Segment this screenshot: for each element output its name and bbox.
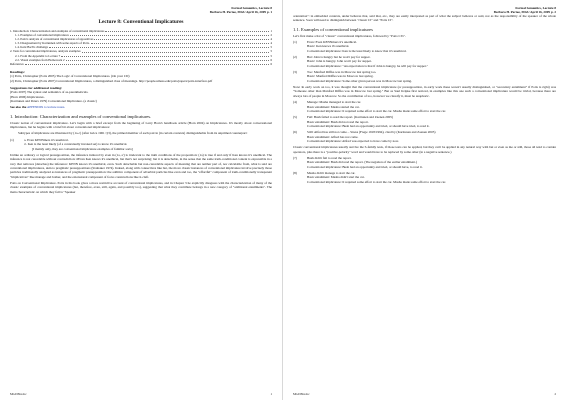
example [293,70,556,83]
example-line: Basic entailment: Alfred has not come. [307,134,359,139]
toc-entry[interactable]: 1. Introduction: Characterization and examples of conventional implicatures 1 [10,29,272,33]
example-line: Basic entailment: Bush did read the report. (The negation of the earlier entailment.) [307,160,418,165]
example-number: (8) [293,170,297,175]
footer-filename: MGU094.doc [293,392,310,396]
paragraph: Let's first make a list of "classic" conventional implicatures, followed by "Potts CI's". [293,33,406,38]
toc-entry[interactable]: References 6 [10,61,272,66]
example-line: a'. Ken is the least likely (of a contextually invoked set) to know it's unethical. [24,142,128,147]
suggestion-item: (Horn 2006) Implicatures. [10,94,45,99]
example-line: Basic: John is hungry. John won't pay for supper. [307,59,372,64]
example-number: (1) [10,137,14,142]
toc-entry[interactable]: 1.4. Kent Bach's challenge 5 [15,45,272,50]
example-line: Conventional implicature: It required some effort to start the car. Masha made some effort to start the car. [307,108,446,113]
example-line: Conventional implicature: "An expectation is that if John is hungry, he will pay for supper." [307,63,428,68]
example-number: (3) [293,70,297,75]
toc-entry[interactable]: 1.1. Examples of conventional implicatures 2 [15,33,272,38]
running-head-author: Barbara H. Partee, MGU April 16, 2009 p. 2 [493,10,556,14]
see-also [10,105,272,109]
toc-entry[interactable]: 2. Tests for conventional implicatures, analysis examples 5 [10,49,272,54]
example [293,55,556,68]
running-head-course: Formal Semantics, Lecture 8 [231,6,272,10]
example-number: (4) [293,100,297,105]
appendix-link[interactable]: APPENDIX to lecture notes. [26,105,66,110]
toc-entry[interactable]: 2.2. Visual examples from Homework 2 6 [15,57,272,62]
example [293,115,556,128]
example-line: Conventional implicature: Bush had an opportunity and tried, or should have, to read it. [307,164,423,169]
example-number: (5) [293,115,297,120]
example-number: (7) [293,155,297,160]
example-number: (1) [293,40,297,45]
toc-entry[interactable]: 1.3. Disagreement by Kartunnen with some aspects of Potts. 4 [15,41,272,46]
suggestion-item: (Potts 2007) The syntax and semantics of as-parentheticals. [10,90,89,95]
footer-page-number: 2 [554,392,556,396]
page-footer [293,392,556,396]
example-number: (6) [293,130,297,135]
example-line: Basic entailment: Masha started the car. [307,104,360,109]
example-line: But: John is hungry but he won't pay for supper. [307,55,371,60]
suggestions-list [10,90,272,103]
running-head-author: Barbara H. Partee, MGU April 16, 2009 p. 1 [209,10,272,14]
readings-heading: Readings: [10,69,25,74]
running-head-course: Formal Semantics, Lecture 8 [515,6,556,10]
toc-entry[interactable]: 1.2. Potts's analysis of conventional implicatures of appositives 4 [15,37,272,42]
example-line: Basic: Ken knows it's unethical. [307,44,350,49]
running-head [293,6,556,14]
example [293,40,556,53]
example-line: Conventional implicature: Alfred was expected to have come by now. [307,138,399,143]
paragraph: Classic conventional implicatures usually survive the S-family tests, if those tests can be applied, but they can't be applied in any natural way with but or even as me or still, those all tend to contain operators, plus there is a "positive-polarity" word and would have to be replaced by some other (in a negative sentence.) [293,145,556,154]
example [293,100,556,113]
section-title: 1.1. Examples of conventional implicatures [293,26,373,32]
example-line: Conventional implicature: It required some effort to start the car. Masha made some effort to start the car. [307,179,446,184]
see-also-prefix: See also the [10,105,27,110]
paragraph: Subtypes of implicature are illustrated by (1a-c) (after Grice 1961: §3), the primed member of each pair in (in certain contexts) distinguishable from its unprimed counterpart: [18,131,248,136]
example-line: Manage: Masha managed to start the car. [307,100,362,105]
lecture-title: Lecture 8: Conventional Implicatures [98,19,184,25]
example-line: Bush didn't fail to read the report. [307,155,352,160]
table-of-contents [10,29,272,66]
example-line: Still: Alfred has still not come. - Stress (Frege 1918/1994), cited by (Karttunen and Zaenen 2005) [307,130,436,135]
example [293,130,556,143]
example-line: Conventional implicature: Bush had an opportunity and tried, or should have tried, to read it. [307,123,430,128]
running-head [10,6,272,14]
page-2 [283,0,566,400]
example-line: Conventional implicature: Ken is the least likely to know that it's unethical. [307,48,407,53]
suggestion-item: (Karttunen and Peters 1979) Conventional Implicature. (a classic) [10,99,97,104]
example-line: a. Even KENNmers it's unethical. [24,137,69,142]
page-footer [10,392,272,396]
footer-page-number: 1 [270,392,272,396]
paragraph: Unlike an ordinary or logical presupposition, the inference induced by even in (1a, a') is irrelevant to the truth conditions of the proposition: (1a) is true if and only if Ken knows it's unethical. The inference is not cancelable without contradiction: #Even Ken knows it's unethical, but that's not surprising; but it is detachable, in the sense that the same truth-conditional content is expressible in a very that removes (detaches) the inference: KENN knows it's unethical, even. Such detachable but non-cancelable aspects of meaning that are neither part of, nor calculable from, what is said are conventional implicatures, akin to pragmatic presuppositions (Stalnaker 1974). Indeed, along with connectives like but, the move classic instances of conventional implicature involve precisely those particles traditionally analyzed as instances of pragmatic presupposition: the additive component of adverbial particles like even and too, the "effortful" component of truth-conditionally transparent "implicatives" like manage and bother, and the extensional component of focus constructions like it-cleft. [10,152,272,179]
footer-filename: MGU094.doc [10,392,27,396]
paragraph: orientation": in embedded contexts, under believes that, said that, etc., they are easily interpreted as part of what the subject believes or said, not as the responsibility of the speaker of the whole sentence. Soon will need to distinguish between "classic CI" and "Potts CI". [293,14,556,23]
suggestions-heading: Suggestions for additional reading: [10,85,63,90]
paragraph: Classic notion of conventional implicature. Let's begin with a brief excerpt from the beginning of Larry Horn's handbook article (Horn 2004) on Implicatures. It's mostly about conversational implicatures, but he begins with a brief bit about conventional implicatures: [10,120,272,130]
example [293,156,556,169]
example-line: Fail: Bush failed to read the report. (Karttunen and Zaenen 2005) [307,115,393,120]
reading-item: (1) Potts, Christopher (Potts 2005) The Logic of Conventional Implicatures. (On your CD) [10,74,130,79]
example [293,171,556,184]
example-line: Basic: Manfred Riffka was in Moscow last spring. [307,74,374,79]
example-line: [I mainly only, they are conventional implicature examples of familiar sorts] [32,146,133,151]
example-number: (2) [293,55,297,60]
paragraph: Potts on Conventional Implicature. Potts in his book gives a more restrictive account of conventional implicatures, and in Chapter 3 he explicitly disagrees with the characterization of many of the classic examples of conventional implicatures (but, therefore, even, still, again, and possibly too), suggesting that what they contribute belongs in a new category of "additional entailments". The main characteristic on which they fail is "Speaker [10,180,272,194]
example-line: Basic entailment: Masha didn't start the car. [307,175,365,180]
example-line: Conventional implicature: Some other given person was in Moscow last spring. [307,78,413,83]
readings-list [10,74,272,83]
reading-item[interactable]: (2) Potts, Christopher (Potts 2007) Conventional Implicatures, a distinguished class of meanings. http://people.umass.edu/potts/papers/potts-interface.pdf [10,78,213,83]
example-line: Basic entailment: Bush did not read the report. [307,119,369,124]
example-line: Even: Even KENNmers it's unethical. [307,40,357,45]
toc-entry[interactable]: 2.1. From the Appendix to Lecture 7 5 [15,53,272,58]
example [10,138,272,151]
example-line: Masha didn't manage to start the car. [307,170,356,175]
note-paragraph: Note: In early work on too, it was thought that the conventional implicature (or presupposition, in early work these weren't usually distinguished, or "secondary entailment" if Potts is right) was "Someone other than Manfred Riffka was in Moscow last spring." But as Saul Kripke first noticed, in examples like this one such a conventional implicature would be trivial, because there are always lots of people in Moscow. So the contribution of too, however we classify it, must be anaphoric. [293,85,556,98]
section-title: 1. Introduction: Characterization and examples of conventional implicatures. [10,113,152,119]
example-line: Too: Manfred Riffka was in Moscow last spring too. [307,70,377,75]
